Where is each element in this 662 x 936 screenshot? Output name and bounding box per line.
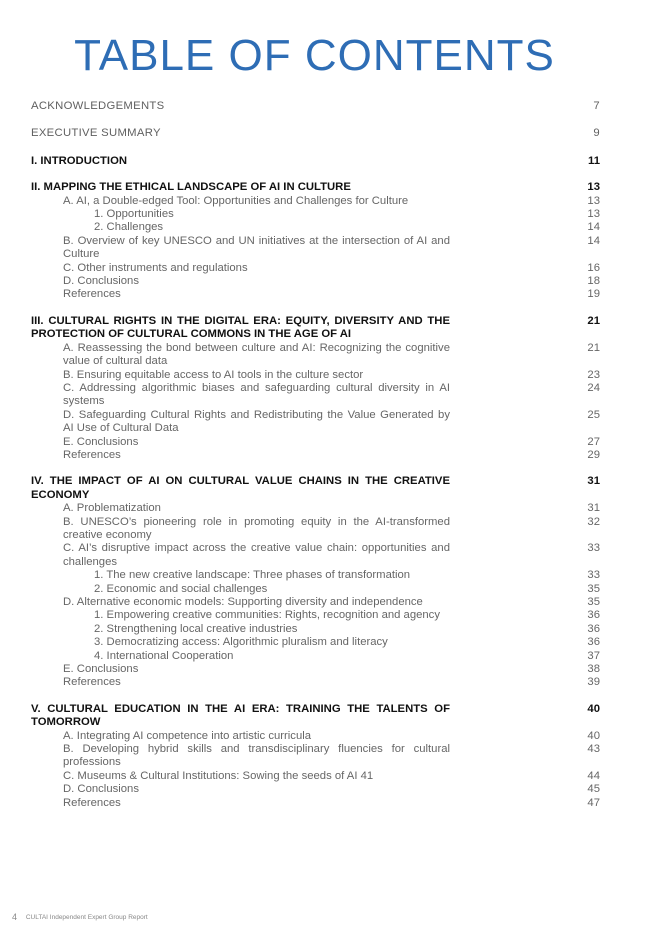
toc-entry-page: 35 xyxy=(587,596,600,608)
toc-entry[interactable] xyxy=(31,449,600,462)
toc-entry[interactable] xyxy=(31,583,600,596)
toc-entry-title: IV. THE IMPACT OF AI ON CULTURAL VALUE CHAINS IN THE CREATIVE ECONOMY xyxy=(31,475,450,501)
toc-entry-page: 19 xyxy=(587,288,600,301)
toc-entry[interactable] xyxy=(31,275,600,288)
toc-entry-page: 18 xyxy=(587,275,600,288)
toc-entry-page: 33 xyxy=(587,542,600,555)
toc-entry-title: D. Conclusions xyxy=(63,275,139,288)
toc-entry[interactable] xyxy=(31,596,600,609)
toc-entry-page: 11 xyxy=(588,154,600,167)
toc-entry-page: 27 xyxy=(587,435,600,448)
toc-entry-title: 4. International Cooperation xyxy=(94,649,234,662)
toc-entry-title: III. CULTURAL RIGHTS IN THE DIGITAL ERA: EQUITY, DIVERSITY AND THE PROTECTION OF CULTURAL COMMONS IN THE AGE OF AI xyxy=(31,314,450,341)
toc-entry-page: 43 xyxy=(587,743,600,756)
footer-page-number: 4 xyxy=(12,912,18,922)
toc-entry[interactable] xyxy=(31,100,600,113)
toc-entry-page: 29 xyxy=(587,448,600,461)
toc-entry-page: 44 xyxy=(587,769,600,782)
toc-entry-title: 2. Challenges xyxy=(94,221,164,234)
toc-entry-page: 32 xyxy=(587,515,600,528)
page-footer xyxy=(12,912,148,922)
toc-entry-title: I. INTRODUCTION xyxy=(31,154,128,167)
toc-entry-page: 39 xyxy=(587,676,600,689)
toc-entry[interactable] xyxy=(31,155,600,168)
toc-entry[interactable] xyxy=(31,315,600,342)
toc-entry-page: 9 xyxy=(593,127,600,140)
toc-entry[interactable] xyxy=(31,342,600,369)
toc-entry[interactable] xyxy=(31,770,600,783)
toc-entry-page: 13 xyxy=(587,208,600,221)
toc-entry-title: C. Other instruments and regulations xyxy=(63,261,248,274)
toc-entry-page: 14 xyxy=(587,221,600,234)
toc-entry-page: 24 xyxy=(587,381,600,394)
toc-entry[interactable] xyxy=(31,730,600,743)
toc-entry[interactable] xyxy=(31,663,600,676)
toc-entry[interactable] xyxy=(31,475,600,502)
toc-entry-title: 1. Opportunities xyxy=(94,208,174,221)
toc-entry[interactable] xyxy=(31,783,600,796)
toc-entry-title: 1. The new creative landscape: Three phases of transformation xyxy=(94,569,411,582)
toc-entry[interactable] xyxy=(31,221,600,234)
toc-entry[interactable] xyxy=(31,569,600,582)
toc-entry-title: 3. Democratizing access: Algorithmic pluralism and literacy xyxy=(94,636,388,649)
toc-entry-title: 2. Economic and social challenges xyxy=(94,582,268,595)
toc-entry-title: C. AI’s disruptive impact across the creative value chain: opportunities and challenges xyxy=(63,542,450,568)
toc-entry[interactable] xyxy=(31,502,600,515)
toc-entry[interactable] xyxy=(31,235,600,262)
toc-entry-title: EXECUTIVE SUMMARY xyxy=(31,127,161,140)
toc-entry-page: 33 xyxy=(587,569,600,582)
toc-entry-title: II. MAPPING THE ETHICAL LANDSCAPE OF AI IN CULTURE xyxy=(31,181,351,194)
toc-entry-title: D. Safeguarding Cultural Rights and Redistributing the Value Generated by AI Use of Cultural Data xyxy=(63,408,450,435)
toc-entry-page: 13 xyxy=(587,181,600,194)
toc-entry-title: References xyxy=(63,448,121,461)
toc-entry-title: V. CULTURAL EDUCATION IN THE AI ERA: TRAINING THE TALENTS OF TOMORROW xyxy=(31,702,450,729)
toc-entry[interactable] xyxy=(31,288,600,301)
toc-entry-page: 40 xyxy=(587,729,600,742)
toc-entry-title: C. Addressing algorithmic biases and safeguarding cultural diversity in AI systems xyxy=(63,381,450,408)
table-of-contents xyxy=(31,100,600,810)
page-title: TABLE OF CONTENTS xyxy=(74,31,555,80)
toc-entry[interactable] xyxy=(31,127,600,140)
toc-entry[interactable] xyxy=(31,676,600,689)
toc-entry-title: B. UNESCO’s pioneering role in promoting equity in the AI-transformed creative economy xyxy=(63,515,450,541)
toc-entry[interactable] xyxy=(31,609,600,622)
toc-entry-page: 7 xyxy=(593,100,600,112)
toc-entry-page: 31 xyxy=(587,475,600,488)
toc-entry[interactable] xyxy=(31,703,600,730)
toc-entry-page: 37 xyxy=(587,649,600,662)
toc-entry[interactable] xyxy=(31,636,600,649)
toc-entry[interactable] xyxy=(31,208,600,221)
toc-entry-page: 40 xyxy=(587,702,600,715)
toc-entry-page: 21 xyxy=(587,314,600,327)
toc-entry[interactable] xyxy=(31,195,600,208)
toc-entry[interactable] xyxy=(31,542,600,569)
toc-entry-page: 13 xyxy=(587,194,600,207)
toc-entry-page: 14 xyxy=(587,234,600,247)
toc-entry-title: References xyxy=(63,676,121,689)
toc-entry[interactable] xyxy=(31,516,600,543)
toc-entry-page: 31 xyxy=(587,502,600,515)
toc-entry-title: 2. Strengthening local creative industries xyxy=(94,622,298,635)
toc-entry[interactable] xyxy=(31,409,600,436)
toc-entry-title: 1. Empowering creative communities: Rights, recognition and agency xyxy=(94,609,440,622)
toc-entry[interactable] xyxy=(31,262,600,275)
toc-entry-title: B. Developing hybrid skills and transdisciplinary fluencies for cultural professions xyxy=(63,743,450,769)
toc-entry-title: C. Museums & Cultural Institutions: Sowing the seeds of AI 41 xyxy=(63,769,374,782)
toc-entry-title: E. Conclusions xyxy=(63,435,139,448)
toc-entry-title: A. AI, a Double-edged Tool: Opportunities and Challenges for Culture xyxy=(63,194,409,207)
toc-entry[interactable] xyxy=(31,382,600,409)
toc-entry-page: 36 xyxy=(587,609,600,622)
toc-entry-title: A. Reassessing the bond between culture and AI: Recognizing the cognitive value of cultural data xyxy=(63,341,450,368)
toc-entry-page: 36 xyxy=(587,636,600,649)
toc-entry[interactable] xyxy=(31,436,600,449)
toc-entry-title: E. Conclusions xyxy=(63,663,139,676)
toc-entry[interactable] xyxy=(31,181,600,194)
toc-entry-page: 23 xyxy=(587,368,600,381)
toc-entry-title: ACKNOWLEDGEMENTS xyxy=(31,100,165,112)
toc-entry-title: A. Problematization xyxy=(63,502,161,515)
toc-entry-title: B. Overview of key UNESCO and UN initiatives at the intersection of AI and Culture xyxy=(63,234,450,261)
toc-entry[interactable] xyxy=(31,623,600,636)
toc-entry[interactable] xyxy=(31,650,600,663)
toc-entry-page: 16 xyxy=(587,261,600,274)
toc-entry-title: D. Conclusions xyxy=(63,783,139,796)
toc-entry-title: A. Integrating AI competence into artistic curricula xyxy=(63,729,312,742)
footer-text: CULTAI Independent Expert Group Report xyxy=(25,914,148,921)
toc-entry[interactable] xyxy=(31,369,600,382)
toc-entry-title: References xyxy=(63,796,121,809)
toc-entry[interactable] xyxy=(31,743,600,770)
toc-entry-page: 25 xyxy=(587,408,600,421)
toc-entry-page: 21 xyxy=(587,341,600,354)
toc-entry-title: References xyxy=(63,288,121,301)
toc-entry-page: 36 xyxy=(587,622,600,635)
toc-entry-title: B. Ensuring equitable access to AI tools in the culture sector xyxy=(63,368,364,381)
toc-entry[interactable] xyxy=(31,797,600,810)
toc-entry-title: D. Alternative economic models: Supporting diversity and independence xyxy=(63,596,423,608)
toc-entry-page: 47 xyxy=(587,796,600,809)
toc-entry-page: 45 xyxy=(587,783,600,796)
toc-entry-page: 38 xyxy=(587,663,600,676)
toc-entry-page: 35 xyxy=(587,582,600,595)
